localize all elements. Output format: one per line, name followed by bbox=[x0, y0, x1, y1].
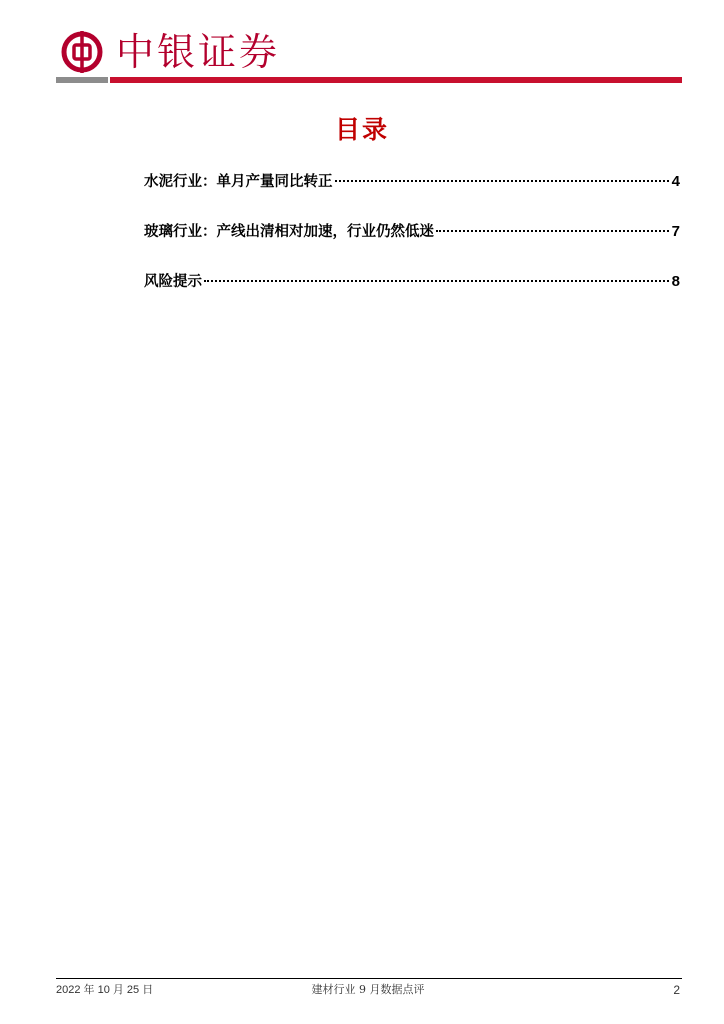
toc-dot-leader bbox=[204, 280, 669, 282]
boc-coin-logo-icon bbox=[60, 30, 104, 74]
toc-entry-text: 玻璃行业：产线出清相对加速，行业仍然低迷 bbox=[144, 224, 434, 240]
toc-entry-page: 7 bbox=[671, 223, 680, 240]
footer-doc-title: 建材行业 9 月数据点评 bbox=[311, 983, 425, 996]
page-footer bbox=[56, 982, 680, 998]
toc-title: 目录 bbox=[334, 115, 389, 144]
footer-rule bbox=[56, 978, 682, 979]
toc-entry-page: 4 bbox=[671, 173, 680, 190]
toc-entry-text: 水泥行业：单月产量同比转正 bbox=[144, 174, 333, 190]
footer-date: 2022 年 10 月 25 日 bbox=[56, 984, 154, 996]
page-header bbox=[56, 28, 682, 84]
table-of-contents bbox=[144, 170, 680, 320]
toc-entry-page: 8 bbox=[671, 273, 680, 290]
header-rule-gray bbox=[56, 77, 108, 83]
toc-entry-text: 风险提示 bbox=[144, 274, 202, 290]
footer-page-number: 2 bbox=[673, 983, 680, 997]
toc-entry-glass[interactable] bbox=[144, 220, 680, 244]
toc-entry-risk[interactable] bbox=[144, 270, 680, 294]
toc-entry-cement[interactable] bbox=[144, 170, 680, 194]
toc-dot-leader bbox=[436, 230, 669, 232]
toc-dot-leader bbox=[335, 180, 669, 182]
header-rule-red bbox=[110, 77, 682, 83]
brand-name: 中银证券 bbox=[116, 30, 281, 74]
